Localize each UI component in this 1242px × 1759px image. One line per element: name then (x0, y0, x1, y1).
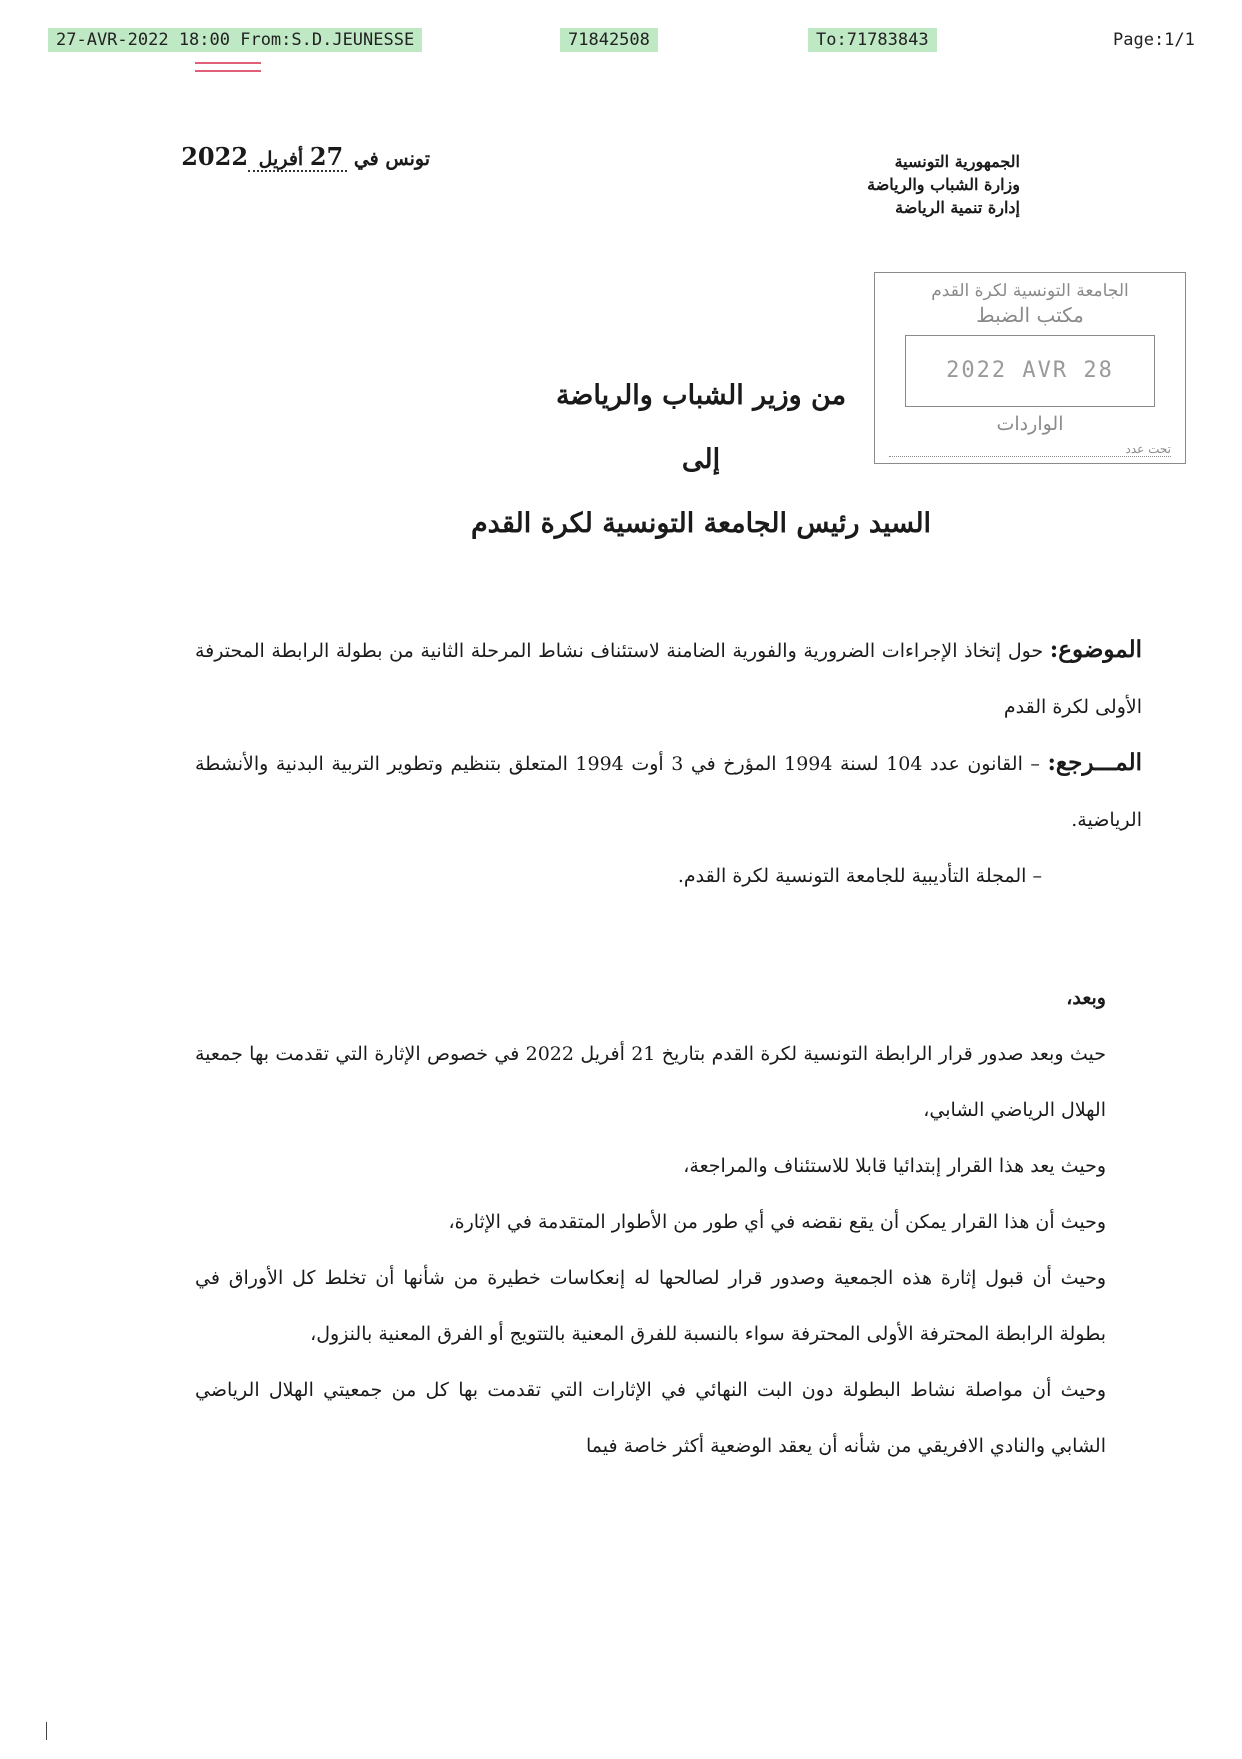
scan-edge-mark (46, 1722, 47, 1740)
stamp-label: الواردات (996, 413, 1064, 435)
date-handwritten (248, 142, 347, 172)
fax-page: Page:1/1 (1113, 30, 1195, 50)
opening: وبعد، (1066, 987, 1106, 1009)
subject (195, 622, 1142, 735)
paragraph-5: وحيث أن مواصلة نشاط البطولة دون البت النهائي في الإثارات التي تقدمت بها كل من جمعيتي الهلال الرياضي الشابي والنادي الافريقي من شأنه أن يعقد الوضعية أكثر خاصة فيما (195, 1379, 1106, 1457)
subject-text: حول إتخاذ الإجراءات الضرورية والفورية الضامنة لاستئناف نشاط المرحلة الثانية من بطولة الرابطة المحترفة الأولى لكرة القدم (195, 640, 1142, 718)
stamp-org: الجامعة التونسية لكرة القدم (931, 281, 1129, 301)
stamp-office: مكتب الضبط (976, 303, 1084, 327)
date-month: أفريل (258, 148, 304, 170)
place-prefix: تونس في (353, 148, 430, 170)
paragraph-1: حيث وبعد صدور قرار الرابطة التونسية لكرة القدم بتاريخ 21 أفريل 2022 في خصوص الإثارة التي تقدمت بها جمعية الهلال الرياضي الشابي، (195, 1043, 1106, 1121)
paragraph-4: وحيث أن قبول إثارة هذه الجمعية وصدور قرار لصالحها له إنعكاسات خطيرة من شأنها أن تخلط كل الأوراق في بطولة الرابطة المحترفة الأولى المحترفة سواء بالنسبة للفرق المعنية بالتتويج أو الفرق المعنية بالنزول، (195, 1267, 1106, 1345)
recipient-line: السيد رئيس الجامعة التونسية لكرة القدم (470, 508, 932, 539)
fax-from: 27-AVR-2022 18:00 From:S.D.JEUNESSE (48, 28, 422, 52)
paragraph-2: وحيث يعد هذا القرار إبتدائيا قابلا للاستئناف والمراجعة، (683, 1155, 1106, 1177)
fax-number: 71842508 (560, 28, 658, 52)
stamp-number: تحت عدد (889, 442, 1171, 457)
letterhead-ministry: وزارة الشباب والرياضة (867, 175, 1020, 194)
letter-body (195, 622, 1142, 1474)
paragraph-3: وحيث أن هذا القرار يمكن أن يقع نقضه في أي طور من الأطوار المتقدمة في الإثارة، (448, 1211, 1106, 1233)
fax-to: To:71783843 (808, 28, 937, 52)
letterhead (790, 150, 1020, 219)
stamp-date-text: 2022 AVR 28 (946, 358, 1114, 383)
letterhead-republic: الجمهورية التونسية (894, 152, 1020, 171)
reference (195, 735, 1142, 848)
to-line: إلى (681, 444, 721, 475)
fax-transmission-header (0, 24, 1242, 58)
reference-label: المـــرجع: (1047, 749, 1142, 776)
reception-stamp (874, 272, 1186, 464)
subject-label: الموضوع: (1049, 636, 1142, 663)
place-date (170, 142, 430, 171)
highlight-marks (195, 62, 261, 76)
letterhead-directorate: إدارة تنمية الرياضة (895, 198, 1020, 217)
reference-item-1: – القانون عدد 104 لسنة 1994 المؤرخ في 3 أوت 1994 المتعلق بتنظيم وتطوير التربية البدنية والأنشطة الرياضية. (195, 753, 1142, 831)
date-year: 2022 (181, 142, 249, 171)
reference-item-2: – المجلة التأديبية للجامعة التونسية لكرة القدم. (677, 865, 1042, 887)
sender-line: من وزير الشباب والرياضة (555, 380, 847, 411)
date-day: 27 (309, 142, 344, 171)
